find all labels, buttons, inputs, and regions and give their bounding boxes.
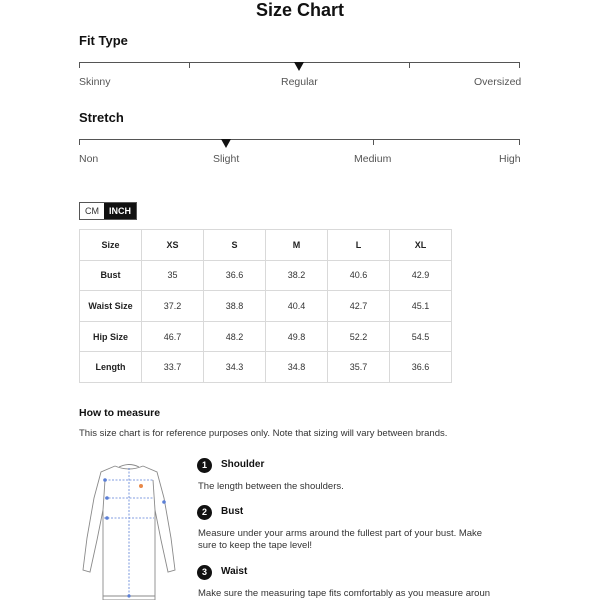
step-title: Waist [221,566,248,577]
table-cell: 42.9 [390,260,452,291]
stretch-label-non: Non [79,153,99,165]
size-table [79,229,452,383]
how-to-measure-note: This size chart is for reference purposes only. Note that sizing will vary between brands. [79,428,448,439]
scale-tick [519,62,520,68]
table-cell: 37.2 [142,291,204,322]
table-cell: 52.2 [328,321,390,352]
fit-type-title: Fit Type [79,33,128,48]
fit-type-label-skinny: Skinny [79,76,111,88]
scale-tick [373,139,374,145]
sleeve-marker-icon [162,500,166,504]
scale-tick [79,139,80,145]
page-title: Size Chart [255,0,345,20]
table-cell: 33.7 [142,352,204,383]
table-row [80,352,452,383]
stretch-pointer-icon [221,139,231,148]
table-header-cell: L [328,230,390,261]
table-cell: 54.5 [390,321,452,352]
left-sleeve-seam [103,480,105,510]
table-cell: 34.8 [266,352,328,383]
stretch-label-slight: Slight [213,153,240,165]
table-cell: 45.1 [390,291,452,322]
scale-tick [189,62,190,68]
table-header-cell: M [266,230,328,261]
unit-inch-button[interactable]: INCH [104,203,136,219]
step-title: Shoulder [221,459,265,470]
table-cell: 40.6 [328,260,390,291]
step-description: The length between the shoulders. [198,481,344,492]
stretch-label-medium: Medium [354,153,392,165]
stretch-label-high: High [499,153,521,165]
waist-marker-icon [105,516,109,520]
step-number-icon: 2 [197,505,212,520]
unit-cm-button[interactable]: CM [80,203,104,219]
fit-type-pointer-icon [294,62,304,71]
table-cell: 42.7 [328,291,390,322]
dress-measure-illustration [79,458,179,600]
orange-marker-icon [139,484,143,488]
table-row-label: Length [80,352,142,383]
table-cell: 38.8 [204,291,266,322]
table-header-cell: XS [142,230,204,261]
table-row-label: Waist Size [80,291,142,322]
fit-type-label-oversized: Oversized [474,76,522,88]
step-description: Make sure the measuring tape fits comfortably as you measure aroun [198,588,491,599]
table-row [80,260,452,291]
shoulder-marker-icon [103,478,107,482]
stretch-title: Stretch [79,110,124,125]
table-header-cell: S [204,230,266,261]
table-cell: 40.4 [266,291,328,322]
scale-tick [79,62,80,68]
bust-marker-icon [105,496,109,500]
table-cell: 36.6 [390,352,452,383]
stretch-scale [79,139,520,147]
right-sleeve-seam [153,480,155,510]
step-title: Bust [221,506,244,517]
fit-type-label-regular: Regular [281,76,318,88]
table-row-label: Hip Size [80,321,142,352]
scale-tick [519,139,520,145]
unit-toggle [79,202,137,220]
table-header-row [80,230,452,261]
table-row [80,291,452,322]
table-row [80,321,452,352]
collar-inner [119,465,139,468]
table-cell: 46.7 [142,321,204,352]
how-to-measure-title: How to measure [79,407,161,419]
scale-tick [409,62,410,68]
table-cell: 38.2 [266,260,328,291]
table-header-cell: XL [390,230,452,261]
table-row-label: Bust [80,260,142,291]
step-number-icon: 1 [197,458,212,473]
step-number-icon: 3 [197,565,212,580]
step-description: Measure under your arms around the fullest part of your bust. Make sure to keep the tape level! [198,528,483,551]
table-cell: 35 [142,260,204,291]
table-cell: 48.2 [204,321,266,352]
table-header-cell: Size [80,230,142,261]
table-cell: 35.7 [328,352,390,383]
table-cell: 34.3 [204,352,266,383]
fit-type-scale [79,62,520,70]
table-cell: 49.8 [266,321,328,352]
length-marker-icon [127,594,130,597]
table-cell: 36.6 [204,260,266,291]
